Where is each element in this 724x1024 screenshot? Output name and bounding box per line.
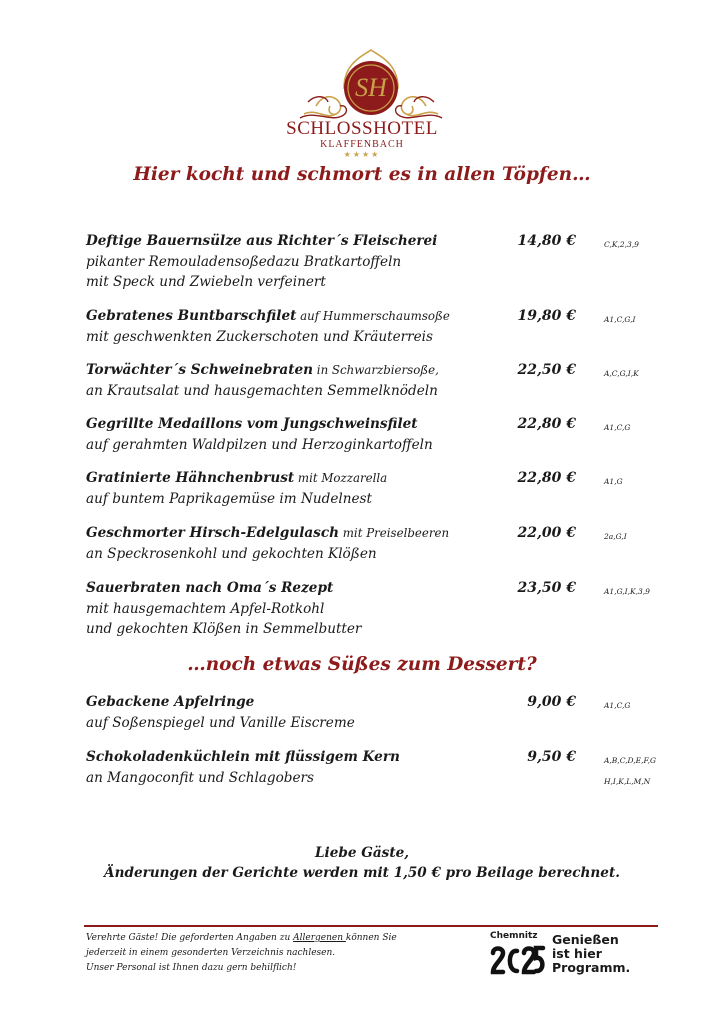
chemnitz-slogan: Genießen ist hier Programm.: [552, 932, 631, 975]
dish-sauce: mit Preiselbeeren: [339, 526, 450, 540]
dish-price: 14,80 €: [517, 233, 576, 249]
dish-price: 23,50 €: [517, 580, 576, 596]
dish-description: mit geschwenkten Zuckerschoten und Kräuterreis: [86, 328, 433, 345]
dish-sauce: auf Hummerschaumsoße: [296, 309, 450, 323]
hotel-stars: ★★★★: [343, 150, 381, 159]
allergen-codes: A1,C,G,I: [604, 315, 636, 324]
allergen-footnote: [86, 931, 397, 976]
dish-name: Gebratenes Buntbarschfilet: [86, 308, 297, 324]
menu-dish: [86, 468, 686, 509]
dish-description: an Krautsalat und hausgemachten Semmelknödeln: [86, 382, 438, 399]
allergen-codes: A1,C,G: [604, 423, 631, 432]
main-heading: Hier kocht und schmort es in allen Töpfen…: [133, 164, 591, 185]
footer-divider: [84, 925, 658, 927]
dish-description: und gekochten Klößen in Semmelbutter: [86, 621, 362, 637]
chemnitz-2025-logo: [490, 931, 650, 979]
guests-surcharge-note: Änderungen der Gerichte werden mit 1,50 € pro Beilage berechnet.: [104, 865, 620, 881]
menu-dish: [86, 231, 686, 293]
dessert-heading: …noch etwas Süßes zum Dessert?: [187, 654, 537, 675]
dessert-dish: [86, 692, 686, 733]
allergen-codes: C,K,2,3,9: [604, 240, 639, 249]
dish-name: Sauerbraten nach Oma´s Rezept: [86, 580, 334, 596]
dish-price: 22,00 €: [517, 525, 576, 541]
menu-dish: [86, 523, 686, 564]
hotel-name: SCHLOSSHOTEL: [286, 118, 438, 139]
chemnitz-2025-icon: [490, 945, 546, 975]
dish-price: 22,50 €: [517, 362, 576, 378]
dish-description: auf Soßenspiegel und Vanille Eiscreme: [86, 714, 355, 731]
guests-greeting: Liebe Gäste,: [315, 845, 409, 861]
menu-dish: [86, 360, 686, 401]
allergen-codes: 2a,G,I: [604, 532, 627, 541]
dish-description: an Mangoconfit und Schlagobers: [86, 769, 315, 786]
dish-price: 22,80 €: [517, 470, 576, 486]
dish-name: Geschmorter Hirsch-Edelgulasch: [86, 525, 339, 541]
dish-description: mit Speck und Zwiebeln verfeinert: [86, 274, 326, 290]
dish-sauce: mit Mozzarella: [294, 471, 388, 485]
hotel-location: KLAFFENBACH: [320, 139, 404, 150]
dish-description: auf buntem Paprikagemüse im Nudelnest: [86, 490, 372, 507]
dish-sauce: in Schwarzbiersoße,: [313, 363, 439, 377]
allergen-codes: A,C,G,I,K: [604, 369, 639, 378]
dish-price: 9,50 €: [527, 749, 576, 765]
footnote-line-3: Unser Personal ist Ihnen dazu gern behilflich!: [86, 963, 297, 973]
dish-name: Gratinierte Hähnchenbrust: [86, 470, 295, 486]
menu-dish: [86, 578, 686, 640]
dish-name: Deftige Bauernsülze aus Richter´s Fleischerei: [86, 233, 438, 249]
logo-monogram: SH: [355, 73, 387, 102]
chemnitz-city-name: Chemnitz: [490, 931, 538, 941]
dish-price: 9,00 €: [527, 694, 576, 710]
dish-name: Gegrillte Medaillons vom Jungschweinsfilet: [86, 416, 418, 432]
footnote-line-2: jederzeit in einem gesonderten Verzeichnis nachlesen.: [86, 948, 336, 958]
dish-name: Torwächter´s Schweinebraten: [86, 362, 314, 378]
dish-name: Gebackene Apfelringe: [86, 694, 255, 710]
menu-dish: [86, 306, 686, 347]
allergen-codes: A1,G: [604, 477, 623, 486]
dish-price: 19,80 €: [517, 308, 576, 324]
dish-description: mit hausgemachtem Apfel-Rotkohl: [86, 600, 325, 617]
allergen-codes-continued: H,I,K,L,M,N: [604, 777, 651, 786]
dish-description: pikanter Remouladensoßedazu Bratkartoffeln: [86, 253, 402, 270]
dish-price: 22,80 €: [517, 416, 576, 432]
footnote-line-1: Verehrte Gäste! Die geforderten Angaben zu Allergenen können Sie: [86, 933, 397, 943]
dish-description: an Speckrosenkohl und gekochten Klößen: [86, 545, 377, 562]
allergen-link-text: Allergenen: [293, 933, 346, 943]
dish-description: auf gerahmten Waldpilzen und Herzoginkartoffeln: [86, 436, 433, 453]
dessert-dish: [86, 747, 686, 788]
allergen-codes: A1,G,I,K,3,9: [604, 587, 650, 596]
dish-name: Schokoladenküchlein mit flüssigem Kern: [86, 749, 400, 765]
allergen-codes: A1,C,G: [604, 701, 631, 710]
allergen-codes: A,B,C,D,E,F,G: [604, 756, 656, 765]
menu-dish: [86, 414, 686, 455]
